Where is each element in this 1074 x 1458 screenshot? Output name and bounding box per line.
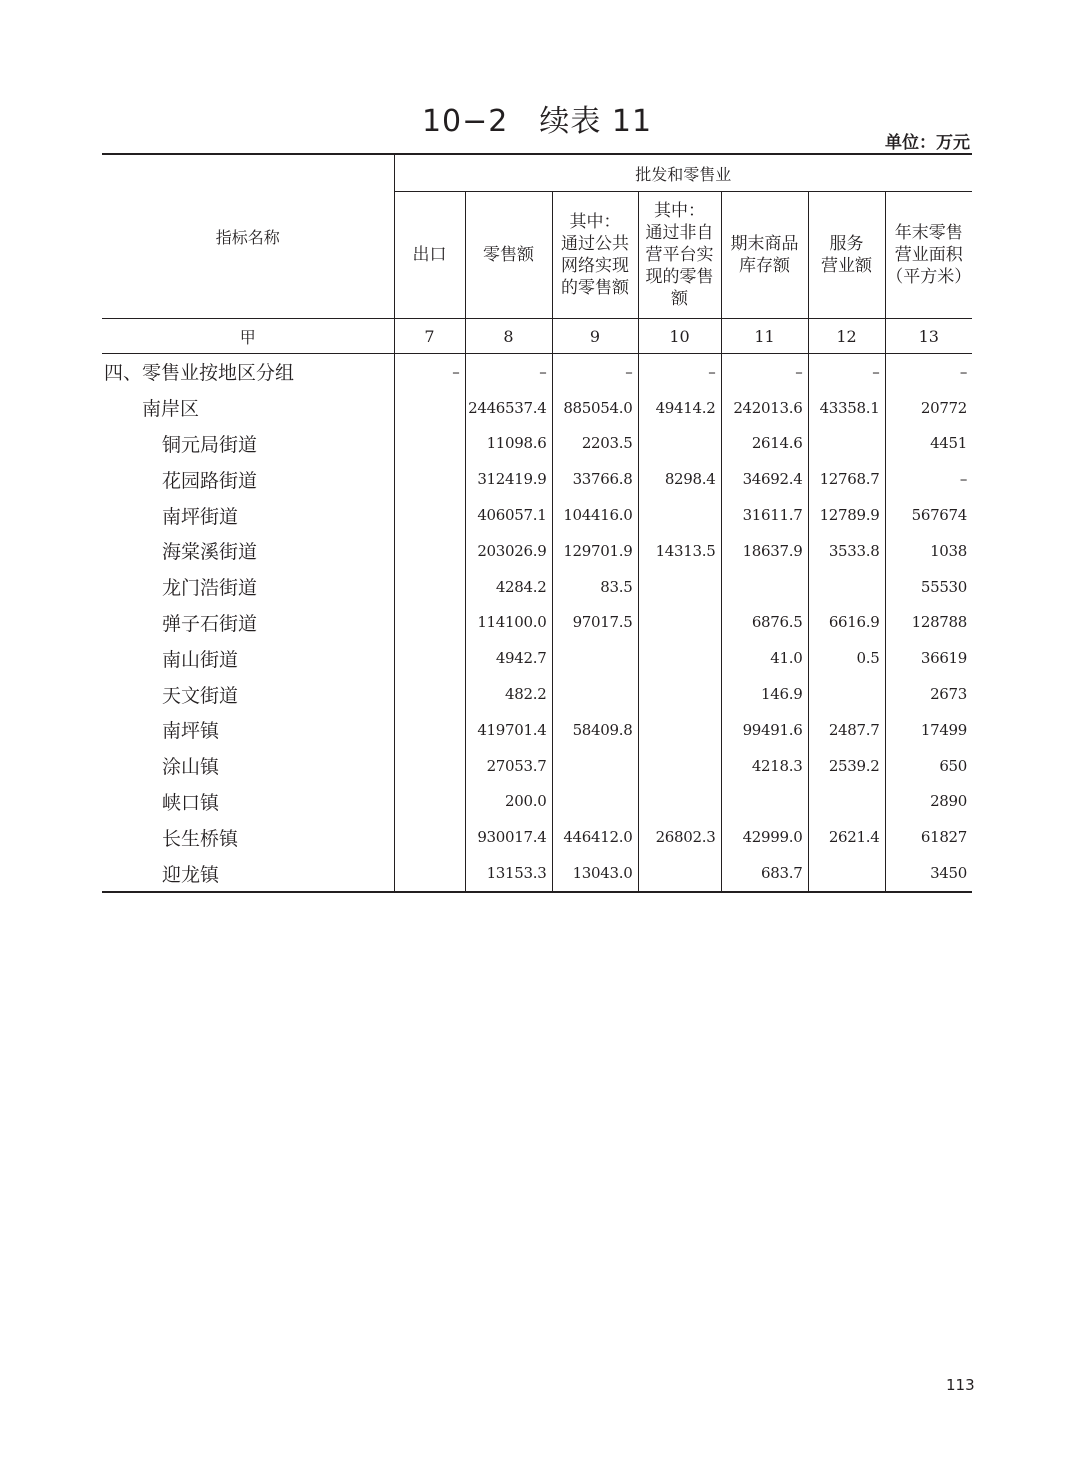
- data-cell: [394, 605, 465, 641]
- data-cell: [394, 426, 465, 462]
- data-cell: 2614.6: [721, 426, 808, 462]
- data-cell: 2673: [885, 676, 972, 712]
- row-name: 长生桥镇: [162, 827, 239, 850]
- data-cell: 31611.7: [721, 497, 808, 533]
- data-cell: 6876.5: [721, 605, 808, 641]
- data-cell: 41.0: [721, 640, 808, 676]
- data-cell: 42999.0: [721, 819, 808, 855]
- column-header: 零售额: [465, 192, 552, 319]
- row-name: 海棠溪街道: [162, 541, 258, 564]
- column-header: 服务 营业额: [808, 192, 885, 319]
- data-cell: 2890: [885, 784, 972, 820]
- data-cell: 20772: [885, 390, 972, 426]
- column-header: 期末商品 库存额: [721, 192, 808, 319]
- data-cell: [808, 569, 885, 605]
- row-name: 花园路街道: [162, 469, 258, 492]
- table-row: [102, 640, 972, 676]
- data-cell: 61827: [885, 819, 972, 855]
- data-cell: 58409.8: [552, 712, 638, 748]
- data-cell: 114100.0: [465, 605, 552, 641]
- data-cell: [394, 748, 465, 784]
- data-cell: 312419.9: [465, 461, 552, 497]
- data-cell: 446412.0: [552, 819, 638, 855]
- table-row: [102, 605, 972, 641]
- data-cell: 2487.7: [808, 712, 885, 748]
- data-cell: 2446537.4: [465, 390, 552, 426]
- data-cell: [394, 855, 465, 892]
- data-cell: 8298.4: [638, 461, 721, 497]
- data-cell: [638, 748, 721, 784]
- data-cell: [394, 712, 465, 748]
- data-cell: –: [552, 354, 638, 390]
- data-cell: 34692.4: [721, 461, 808, 497]
- column-code-cell: 7: [394, 319, 465, 354]
- data-cell: [638, 855, 721, 892]
- data-cell: [808, 855, 885, 892]
- data-cell: [394, 533, 465, 569]
- data-cell: 12789.9: [808, 497, 885, 533]
- data-cell: 99491.6: [721, 712, 808, 748]
- data-cell: [638, 569, 721, 605]
- table-row: [102, 784, 972, 820]
- data-cell: –: [638, 354, 721, 390]
- data-cell: [552, 676, 638, 712]
- data-cell: [638, 640, 721, 676]
- data-cell: 13153.3: [465, 855, 552, 892]
- data-cell: 55530: [885, 569, 972, 605]
- data-cell: –: [465, 354, 552, 390]
- data-cell: 97017.5: [552, 605, 638, 641]
- column-code-cell: 9: [552, 319, 638, 354]
- data-cell: 203026.9: [465, 533, 552, 569]
- data-cell: 104416.0: [552, 497, 638, 533]
- data-cell: 2203.5: [552, 426, 638, 462]
- data-cell: 419701.4: [465, 712, 552, 748]
- data-cell: 683.7: [721, 855, 808, 892]
- data-cell: 36619: [885, 640, 972, 676]
- data-cell: [721, 784, 808, 820]
- data-cell: 406057.1: [465, 497, 552, 533]
- data-cell: [638, 605, 721, 641]
- column-header: 年末零售 营业面积 （平方米）: [885, 192, 972, 319]
- data-cell: [394, 497, 465, 533]
- data-cell: –: [885, 461, 972, 497]
- data-cell: [394, 461, 465, 497]
- data-cell: [394, 676, 465, 712]
- table-row: [102, 569, 972, 605]
- table-row: [102, 712, 972, 748]
- data-cell: 128788: [885, 605, 972, 641]
- column-header: 其中： 通过非自 营平台实 现的零售 额: [638, 192, 721, 319]
- data-cell: [552, 784, 638, 820]
- row-name: 铜元局街道: [162, 433, 258, 456]
- data-cell: 1038: [885, 533, 972, 569]
- unit-label: 单位：万元: [885, 133, 970, 153]
- data-cell: 6616.9: [808, 605, 885, 641]
- data-cell: 14313.5: [638, 533, 721, 569]
- data-cell: 200.0: [465, 784, 552, 820]
- data-cell: [721, 569, 808, 605]
- column-code-cell: 12: [808, 319, 885, 354]
- name-code-cell: 甲: [102, 319, 394, 354]
- row-name: 南山街道: [162, 648, 239, 671]
- data-cell: [394, 569, 465, 605]
- data-cell: 146.9: [721, 676, 808, 712]
- table-header: [102, 154, 972, 319]
- page-number: 113: [946, 1376, 975, 1394]
- page-title: 10−2 续表 11: [421, 104, 653, 139]
- data-cell: 49414.2: [638, 390, 721, 426]
- data-cell: –: [394, 354, 465, 390]
- data-cell: 13043.0: [552, 855, 638, 892]
- row-name: 南坪街道: [162, 505, 239, 528]
- table-row: [102, 461, 972, 497]
- table-row: [102, 354, 972, 390]
- data-cell: [394, 784, 465, 820]
- data-cell: 83.5: [552, 569, 638, 605]
- data-cell: 650: [885, 748, 972, 784]
- column-code-row: [102, 319, 972, 354]
- data-cell: [808, 426, 885, 462]
- column-code-cell: 13: [885, 319, 972, 354]
- row-name: 南岸区: [142, 398, 200, 421]
- row-name: 四、零售业按地区分组: [104, 362, 295, 385]
- data-cell: 242013.6: [721, 390, 808, 426]
- table-row: [102, 533, 972, 569]
- data-cell: [552, 640, 638, 676]
- data-cell: 4942.7: [465, 640, 552, 676]
- table-row: [102, 855, 972, 892]
- data-cell: [638, 426, 721, 462]
- data-cell: –: [721, 354, 808, 390]
- column-header: 其中： 通过公共 网络实现 的零售额: [552, 192, 638, 319]
- table-body: [102, 319, 972, 892]
- data-cell: 18637.9: [721, 533, 808, 569]
- data-cell: 33766.8: [552, 461, 638, 497]
- table-row: [102, 390, 972, 426]
- data-cell: 3450: [885, 855, 972, 892]
- data-cell: [808, 784, 885, 820]
- data-cell: 129701.9: [552, 533, 638, 569]
- group-header: 批发和零售业: [394, 154, 972, 192]
- data-cell: [552, 748, 638, 784]
- data-cell: 2539.2: [808, 748, 885, 784]
- row-name: 迎龙镇: [162, 863, 220, 886]
- row-name: 峡口镇: [162, 791, 220, 814]
- row-name: 天文街道: [162, 684, 239, 707]
- table-row: [102, 426, 972, 462]
- column-code-cell: 8: [465, 319, 552, 354]
- data-cell: 4284.2: [465, 569, 552, 605]
- data-cell: 482.2: [465, 676, 552, 712]
- column-code-cell: 10: [638, 319, 721, 354]
- data-cell: 567674: [885, 497, 972, 533]
- data-cell: [638, 497, 721, 533]
- table-row: [102, 819, 972, 855]
- data-cell: [638, 712, 721, 748]
- data-cell: –: [808, 354, 885, 390]
- data-cell: [394, 390, 465, 426]
- column-code-cell: 11: [721, 319, 808, 354]
- table-row: [102, 497, 972, 533]
- data-cell: [638, 676, 721, 712]
- data-cell: 885054.0: [552, 390, 638, 426]
- data-cell: 43358.1: [808, 390, 885, 426]
- row-name: 涂山镇: [162, 756, 220, 779]
- data-cell: 2621.4: [808, 819, 885, 855]
- table-row: [102, 748, 972, 784]
- data-cell: 26802.3: [638, 819, 721, 855]
- data-cell: 930017.4: [465, 819, 552, 855]
- data-cell: 4218.3: [721, 748, 808, 784]
- data-cell: 11098.6: [465, 426, 552, 462]
- data-cell: –: [885, 354, 972, 390]
- row-name: 南坪镇: [162, 720, 220, 743]
- statistics-table: [102, 153, 972, 893]
- table-row: [102, 676, 972, 712]
- data-cell: 3533.8: [808, 533, 885, 569]
- data-cell: 4451: [885, 426, 972, 462]
- data-cell: [808, 676, 885, 712]
- name-column-header: 指标名称: [102, 154, 394, 319]
- data-cell: 27053.7: [465, 748, 552, 784]
- data-cell: 17499: [885, 712, 972, 748]
- data-cell: 12768.7: [808, 461, 885, 497]
- row-name: 龙门浩街道: [162, 577, 258, 600]
- row-name: 弹子石街道: [162, 612, 258, 635]
- data-cell: [394, 819, 465, 855]
- data-cell: [394, 640, 465, 676]
- data-cell: [638, 784, 721, 820]
- column-header: 出口: [394, 192, 465, 319]
- data-cell: 0.5: [808, 640, 885, 676]
